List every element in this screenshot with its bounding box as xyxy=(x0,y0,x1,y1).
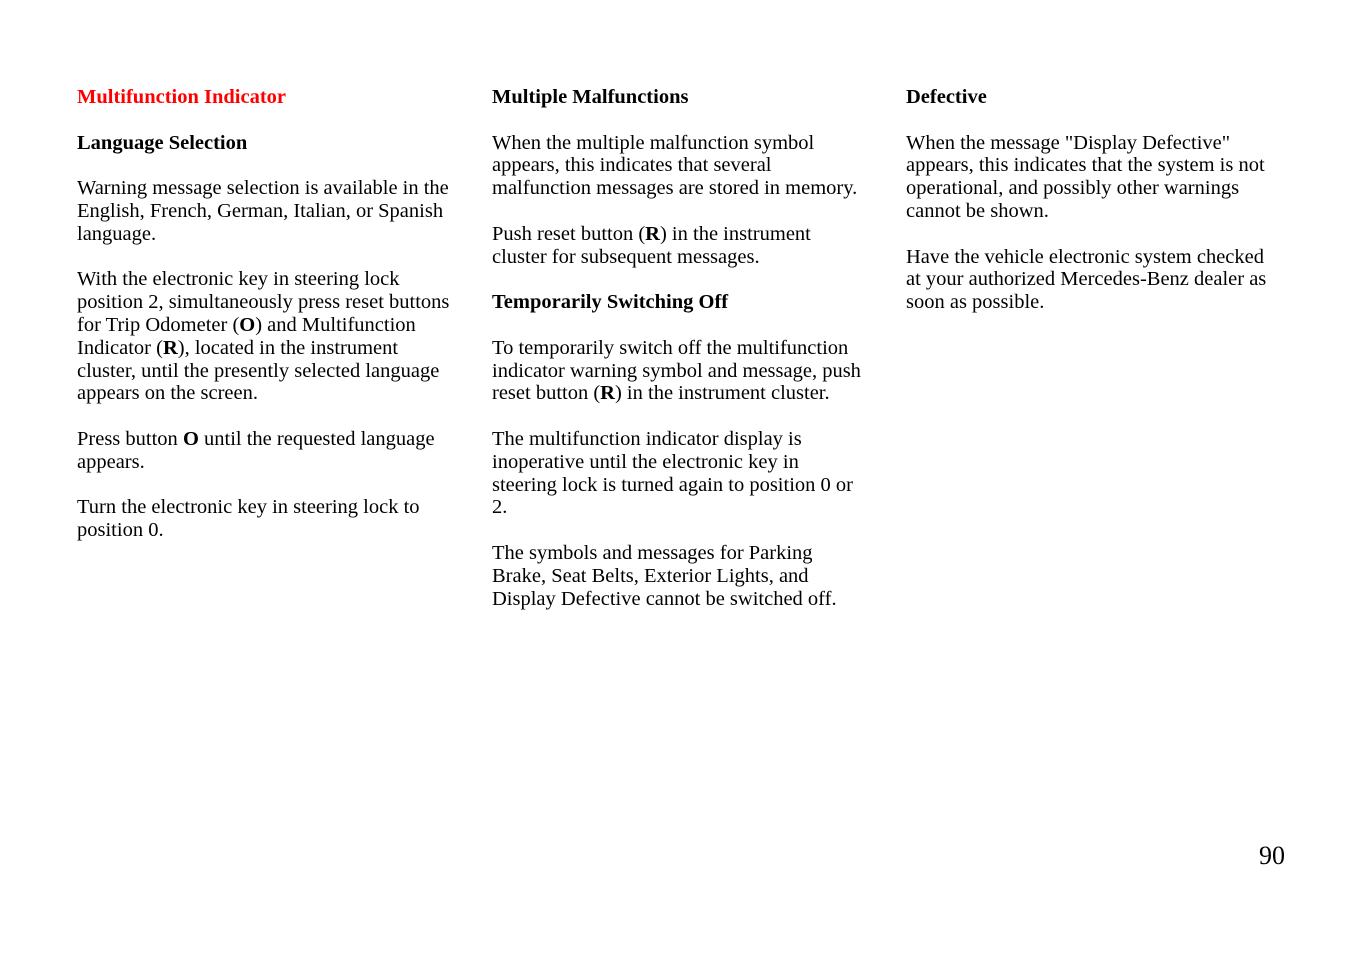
text-segment: ) in the instrument cluster for subsequent messages. xyxy=(492,222,811,268)
paragraph-reset-buttons-instruction xyxy=(77,268,457,405)
column-1 xyxy=(77,86,457,565)
text-segment: Press button xyxy=(77,427,183,450)
page-number: 90 xyxy=(1259,841,1285,870)
paragraph-language-availability: Warning message selection is available in the English, French, German, Italian, or Spanish language. xyxy=(77,177,449,245)
paragraph-temporarily-switch-off xyxy=(492,337,862,405)
text-segment: ) in the instrument cluster. xyxy=(614,382,830,405)
button-r-reference: R xyxy=(645,222,660,245)
text-segment: until the requested language appears. xyxy=(77,427,435,473)
text-segment: With the electronic key in steering lock position 2, simultaneously press reset buttons for Trip Odometer ( xyxy=(77,268,450,336)
paragraph-multiple-malfunction-symbol: When the multiple malfunction symbol appears, this indicates that several malfunction messages are stored in memory. xyxy=(492,131,858,200)
heading-defective: Defective xyxy=(906,86,987,108)
paragraph-display-inoperative: The multifunction indicator display is inoperative until the electronic key in steering lock is turned again to position 0 or 2. xyxy=(492,427,853,519)
column-2 xyxy=(492,86,862,633)
section-title-multifunction-indicator: Multifunction Indicator xyxy=(77,86,286,108)
paragraph-display-defective: When the message "Display Defective" appears, this indicates that the system is not operational, and possibly other warnings cannot be shown. xyxy=(906,131,1265,222)
heading-language-selection: Language Selection xyxy=(77,131,248,154)
text-segment: To temporarily switch off the multifunction indicator warning symbol and message, push reset button ( xyxy=(492,336,861,405)
paragraph-push-reset-button xyxy=(492,223,862,269)
paragraph-press-button-o xyxy=(77,428,457,474)
paragraph-cannot-switch-off: The symbols and messages for Parking Brake, Seat Belts, Exterior Lights, and Display Defective cannot be switched off. xyxy=(492,541,837,610)
button-r-reference: R xyxy=(162,336,178,359)
button-r-reference: R xyxy=(600,382,615,405)
paragraph-have-system-checked: Have the vehicle electronic system checked at your authorized Mercedes-Benz dealer as soon as possible. xyxy=(906,245,1267,314)
button-o-reference: O xyxy=(239,313,256,336)
column-3 xyxy=(906,86,1276,337)
text-segment: ), located in the instrument cluster, until the presently selected language appears on the screen. xyxy=(77,336,440,405)
heading-temporarily-switching-off: Temporarily Switching Off xyxy=(492,291,729,314)
text-segment: ) and Multifunction Indicator ( xyxy=(77,313,416,359)
paragraph-turn-key: Turn the electronic key in steering lock to position 0. xyxy=(77,496,420,542)
button-o-reference: O xyxy=(182,427,199,450)
heading-multiple-malfunctions: Multiple Malfunctions xyxy=(492,86,689,108)
text-segment: Push reset button ( xyxy=(492,222,646,245)
